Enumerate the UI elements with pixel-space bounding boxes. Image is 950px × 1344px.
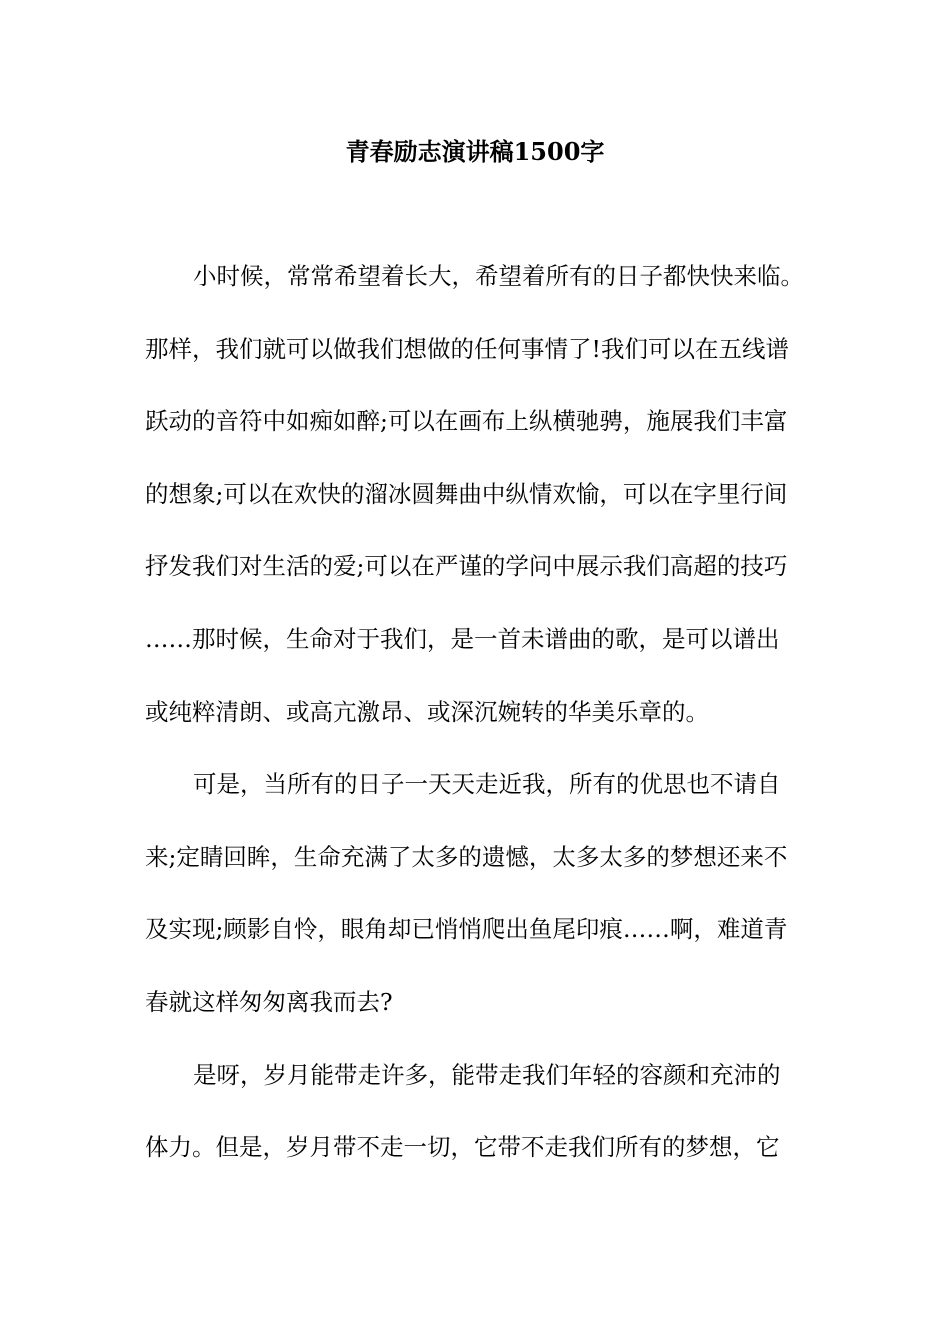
paragraph-line: 体力。但是，岁月带不走一切，它带不走我们所有的梦想，它 bbox=[145, 1133, 780, 1162]
paragraph-line: ……那时候，生命对于我们，是一首未谱曲的歌，是可以谱出 bbox=[145, 624, 780, 653]
paragraph-line: 春就这样匆匆离我而去? bbox=[145, 987, 393, 1016]
paragraph-line: 可是，当所有的日子一天天走近我，所有的优思也不请自 bbox=[193, 770, 781, 799]
paragraph-line: 小时候，常常希望着长大，希望着所有的日子都快快来临。 bbox=[193, 262, 804, 290]
document-title: 青春励志演讲稿1500字 bbox=[345, 137, 605, 166]
paragraph-line: 或纯粹清朗、或高亢激昂、或深沉婉转的华美乐章的。 bbox=[145, 697, 709, 726]
paragraph-line: 那样，我们就可以做我们想做的任何事情了!我们可以在五线谱 bbox=[145, 334, 789, 363]
paragraph-line: 及实现;顾影自怜，眼角却已悄悄爬出鱼尾印痕……啊，难道青 bbox=[145, 915, 788, 944]
paragraph-line: 抒发我们对生活的爱;可以在严谨的学问中展示我们高超的技巧 bbox=[145, 552, 788, 581]
document-body bbox=[145, 258, 825, 1202]
paragraph-line: 来;定睛回眸，生命充满了太多的遗憾，太多太多的梦想还来不 bbox=[145, 842, 788, 871]
paragraph-line: 是呀，岁月能带走许多，能带走我们年轻的容颜和充沛的 bbox=[193, 1060, 781, 1089]
paragraph-line: 的想象;可以在欢快的溜冰圆舞曲中纵情欢愉，可以在字里行间 bbox=[145, 479, 788, 508]
paragraph-line: 跃动的音符中如痴如醉;可以在画布上纵横驰骋，施展我们丰富 bbox=[145, 407, 788, 436]
